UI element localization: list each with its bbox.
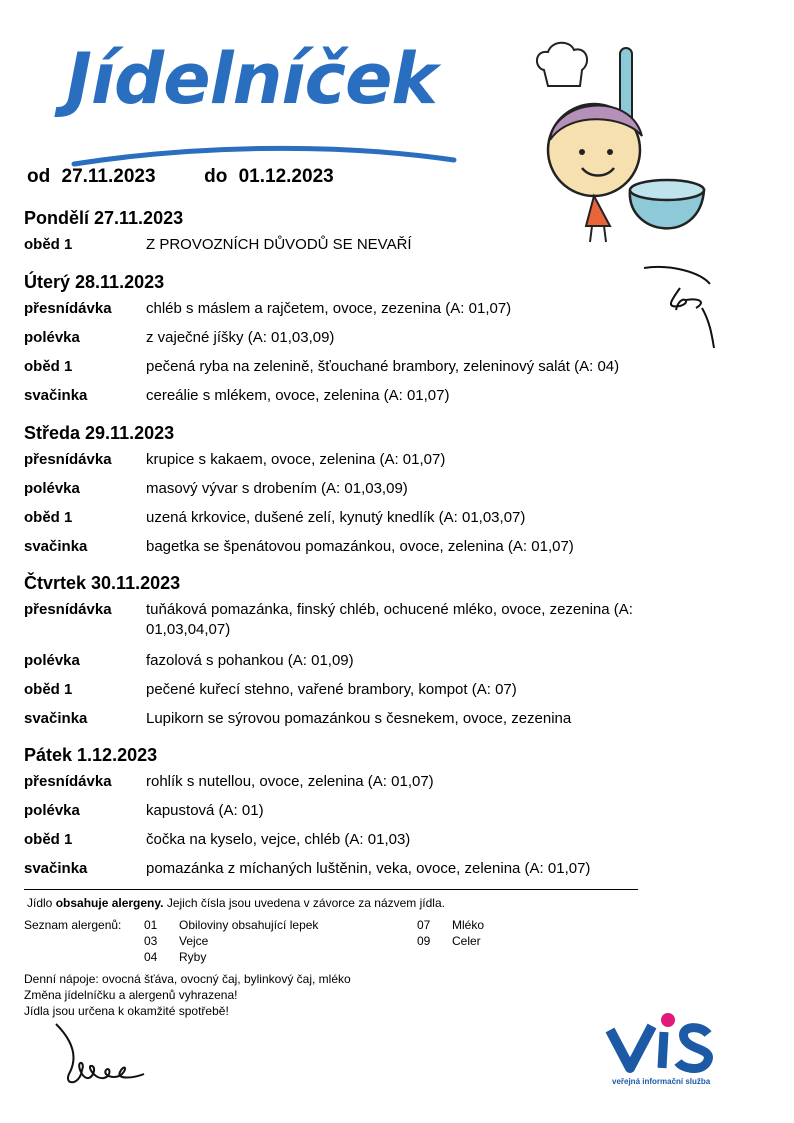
allergen-name: Ryby bbox=[179, 950, 207, 964]
divider bbox=[24, 889, 638, 890]
meal-text: masový vývar s drobením (A: 01,03,09) bbox=[146, 480, 408, 497]
allergen-code: 07 bbox=[417, 918, 431, 932]
meal-text: rohlík s nutellou, ovoce, zelenina (A: 01,07) bbox=[146, 773, 434, 790]
meal-label: polévka bbox=[24, 652, 80, 669]
allergen-list-label: Seznam alergenů: bbox=[24, 918, 122, 932]
meal-text: čočka na kyselo, vejce, chléb (A: 01,03) bbox=[146, 831, 411, 848]
meal-text: Z PROVOZNÍCH DŮVODŮ SE NEVAŘÍ bbox=[146, 236, 412, 253]
date-to: 01.12.2023 bbox=[238, 166, 334, 187]
meal-label: oběd 1 bbox=[24, 236, 73, 253]
meal-label: přesnídávka bbox=[24, 601, 112, 618]
allergen-code: 09 bbox=[417, 934, 431, 948]
allergen-name: Mléko bbox=[452, 918, 485, 932]
chef-illustration-icon bbox=[530, 40, 720, 250]
day-heading: Pátek 1.12.2023 bbox=[24, 745, 158, 765]
meal-label: oběd 1 bbox=[24, 358, 73, 375]
meal-text: krupice s kakaem, ovoce, zelenina (A: 01,07) bbox=[146, 451, 446, 468]
meal-label: svačinka bbox=[24, 387, 88, 404]
meal-text: uzená krkovice, dušené zelí, kynutý knedlík (A: 01,03,07) bbox=[146, 509, 526, 526]
meal-text: tuňáková pomazánka, finský chléb, ochucené mléko, ovoce, zezenina (A: 01,03,04,07) bbox=[146, 601, 633, 638]
meal-label: polévka bbox=[24, 802, 80, 819]
allergen-code: 04 bbox=[144, 950, 158, 964]
vis-logo-icon bbox=[604, 1008, 720, 1074]
allergen-note-suffix: Jejich čísla jsou uvedena v závorce za názvem jídla. bbox=[163, 896, 445, 910]
day-heading: Úterý 28.11.2023 bbox=[24, 272, 165, 292]
footer-line: Změna jídelníčku a alergenů vyhrazena! bbox=[24, 988, 238, 1002]
logo-caption: veřejná informační služba bbox=[612, 1077, 711, 1086]
date-to-label: do bbox=[204, 166, 228, 187]
meal-label: přesnídávka bbox=[24, 451, 112, 468]
signature-icon bbox=[52, 1020, 152, 1090]
date-range bbox=[27, 166, 340, 188]
footer-line: Denní nápoje: ovocná šťáva, ovocný čaj, bylinkový čaj, mléko bbox=[24, 972, 351, 986]
meal-text: Lupikorn se sýrovou pomazánkou s česnekem, ovoce, zezenina bbox=[146, 710, 572, 727]
allergen-name: Celer bbox=[452, 934, 481, 948]
allergen-code: 01 bbox=[144, 918, 158, 932]
meal-label: polévka bbox=[24, 329, 80, 346]
meal-label: svačinka bbox=[24, 710, 88, 727]
meal-label: přesnídávka bbox=[24, 773, 112, 790]
allergen-name: Obiloviny obsahující lepek bbox=[179, 918, 319, 932]
meal-label: svačinka bbox=[24, 860, 88, 877]
meal-text: pečené kuřecí stehno, vařené brambory, kompot (A: 07) bbox=[146, 681, 517, 698]
meal-label: oběd 1 bbox=[24, 681, 73, 698]
date-from: 27.11.2023 bbox=[61, 166, 156, 187]
page-title: Jídelníček bbox=[66, 38, 437, 120]
meal-label: oběd 1 bbox=[24, 831, 73, 848]
meal-text: chléb s máslem a rajčetem, ovoce, zezenina (A: 01,07) bbox=[146, 300, 512, 317]
allergen-note bbox=[27, 896, 445, 910]
allergen-note-bold: obsahuje alergeny. bbox=[55, 896, 164, 910]
meal-text: kapustová (A: 01) bbox=[146, 802, 264, 819]
meal-label: svačinka bbox=[24, 538, 88, 555]
day-heading: Čtvrtek 30.11.2023 bbox=[24, 573, 181, 593]
allergen-note-prefix: Jídlo bbox=[27, 896, 56, 910]
meal-text: fazolová s pohankou (A: 01,09) bbox=[146, 652, 354, 669]
meal-label: oběd 1 bbox=[24, 509, 73, 526]
meal-label: polévka bbox=[24, 480, 80, 497]
day-heading: Středa 29.11.2023 bbox=[24, 423, 175, 443]
meal-text: pomazánka z míchaných luštěnin, veka, ovoce, zelenina (A: 01,07) bbox=[146, 860, 591, 877]
meal-text: bagetka se špenátovou pomazánkou, ovoce, zelenina (A: 01,07) bbox=[146, 538, 574, 555]
meal-text: cereálie s mlékem, ovoce, zelenina (A: 01,07) bbox=[146, 387, 450, 404]
meal-label: přesnídávka bbox=[24, 300, 112, 317]
meal-text: pečená ryba na zelenině, šťouchané brambory, zeleninový salát (A: 04) bbox=[146, 358, 620, 375]
footer-line: Jídla jsou určena k okamžité spotřebě! bbox=[24, 1004, 229, 1018]
day-heading: Pondělí 27.11.2023 bbox=[24, 208, 184, 228]
date-from-label: od bbox=[27, 166, 51, 187]
meal-text: z vaječné jíšky (A: 01,03,09) bbox=[146, 329, 335, 346]
allergen-code: 03 bbox=[144, 934, 158, 948]
allergen-name: Vejce bbox=[179, 934, 209, 948]
